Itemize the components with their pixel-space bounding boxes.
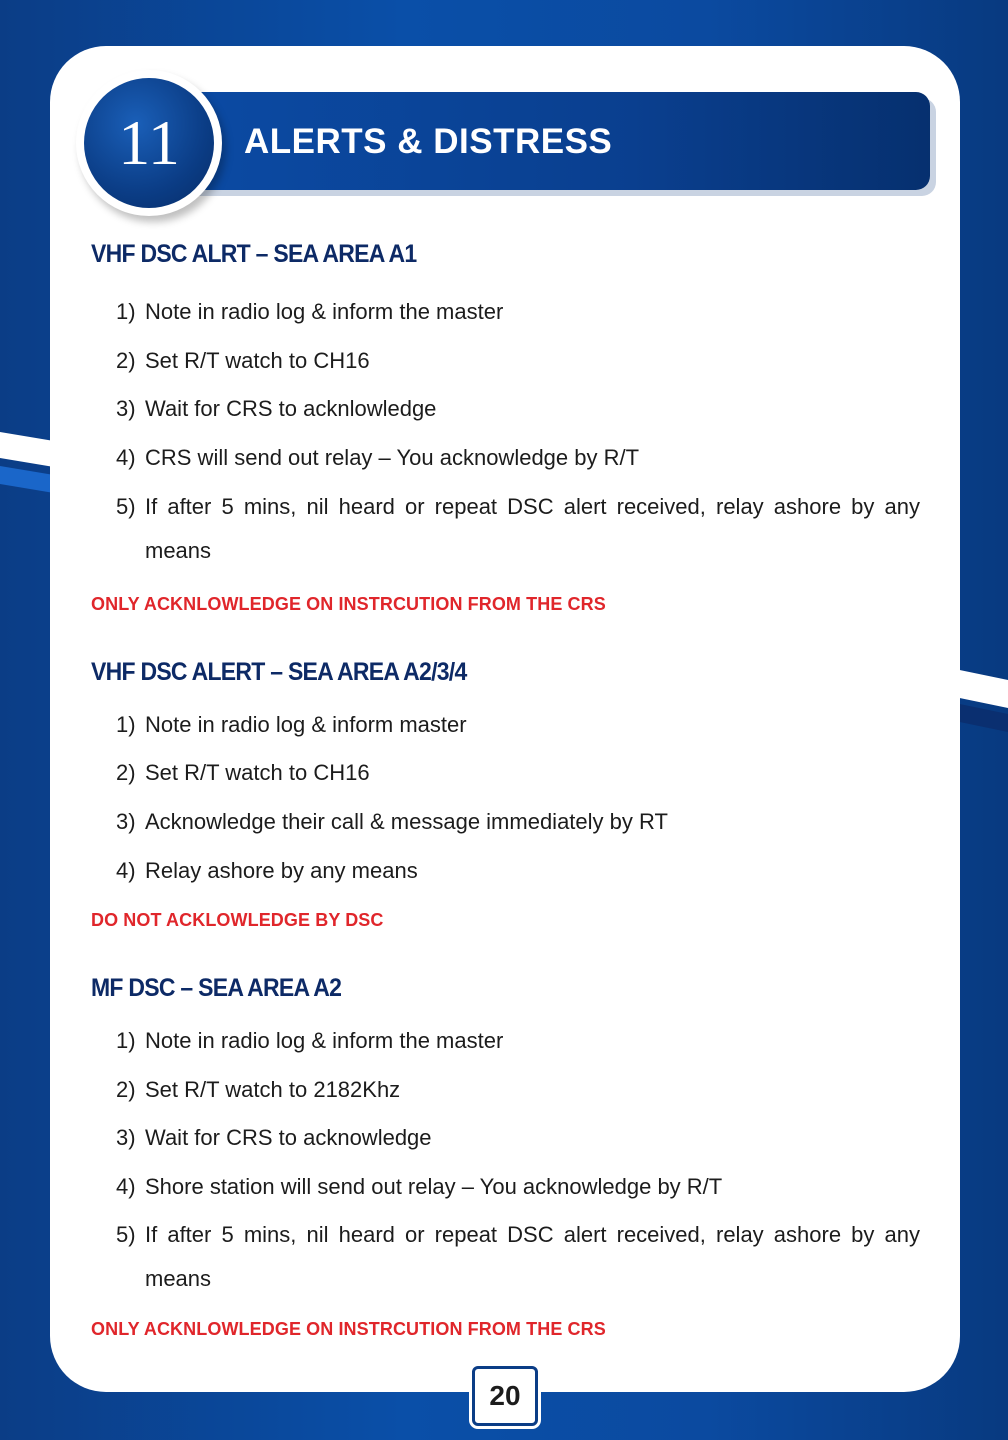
item-text: Note in radio log & inform the master bbox=[145, 1028, 504, 1053]
item-number: 3) bbox=[116, 1125, 136, 1150]
item-text: Wait for CRS to acknowledge bbox=[145, 1125, 432, 1150]
warning-note: ONLY ACKNLOWLEDGE ON INSTRCUTION FROM THE CRS bbox=[91, 1319, 606, 1339]
list-item bbox=[116, 703, 920, 747]
warning-note: DO NOT ACKLOWLEDGE BY DSC bbox=[91, 910, 384, 930]
section-heading: VHF DSC ALERT – SEA AREA A2/3/4 bbox=[91, 658, 467, 686]
list-item bbox=[116, 751, 920, 795]
chapter-title: ALERTS & DISTRESS bbox=[244, 122, 613, 161]
chapter-number-badge: 11 bbox=[84, 78, 214, 208]
item-number: 1) bbox=[116, 712, 136, 737]
item-number: 2) bbox=[116, 1077, 136, 1102]
item-number: 5) bbox=[116, 1222, 136, 1247]
list-item bbox=[116, 1019, 920, 1063]
item-number: 2) bbox=[116, 760, 136, 785]
warning-note: ONLY ACKNLOWLEDGE ON INSTRCUTION FROM THE CRS bbox=[91, 594, 606, 614]
list-item bbox=[116, 1213, 920, 1301]
list-item bbox=[116, 485, 920, 573]
item-text: Acknowledge their call & message immediately by RT bbox=[145, 809, 668, 834]
item-text: Shore station will send out relay – You acknowledge by R/T bbox=[145, 1174, 723, 1199]
item-number: 3) bbox=[116, 396, 136, 421]
item-text: If after 5 mins, nil heard or repeat DSC alert received, relay ashore by any means bbox=[145, 494, 920, 563]
item-number: 4) bbox=[116, 858, 136, 883]
item-text: Wait for CRS to acknlowledge bbox=[145, 396, 437, 421]
list-item bbox=[116, 1165, 920, 1209]
list-item bbox=[116, 387, 920, 431]
item-number: 5) bbox=[116, 494, 136, 519]
list-item bbox=[116, 1068, 920, 1112]
item-number: 1) bbox=[116, 1028, 136, 1053]
list-item bbox=[116, 290, 920, 334]
item-text: If after 5 mins, nil heard or repeat DSC alert received, relay ashore by any means bbox=[145, 1222, 920, 1291]
section-heading: VHF DSC ALRT – SEA AREA A1 bbox=[91, 240, 417, 268]
list-item bbox=[116, 800, 920, 844]
item-number: 4) bbox=[116, 445, 136, 470]
page-number: 20 bbox=[472, 1366, 538, 1426]
item-text: Note in radio log & inform master bbox=[145, 712, 467, 737]
list-item bbox=[116, 436, 920, 480]
item-text: Note in radio log & inform the master bbox=[145, 299, 504, 324]
item-text: Set R/T watch to CH16 bbox=[145, 760, 370, 785]
list-item bbox=[116, 849, 920, 893]
item-number: 1) bbox=[116, 299, 136, 324]
item-text: Relay ashore by any means bbox=[145, 858, 418, 883]
item-text: CRS will send out relay – You acknowledge by R/T bbox=[145, 445, 640, 470]
item-number: 2) bbox=[116, 348, 136, 373]
item-text: Set R/T watch to 2182Khz bbox=[145, 1077, 401, 1102]
item-text: Set R/T watch to CH16 bbox=[145, 348, 370, 373]
list-item bbox=[116, 1116, 920, 1160]
item-number: 4) bbox=[116, 1174, 136, 1199]
section-heading: MF DSC – SEA AREA A2 bbox=[91, 974, 342, 1002]
item-number: 3) bbox=[116, 809, 136, 834]
list-item bbox=[116, 339, 920, 383]
